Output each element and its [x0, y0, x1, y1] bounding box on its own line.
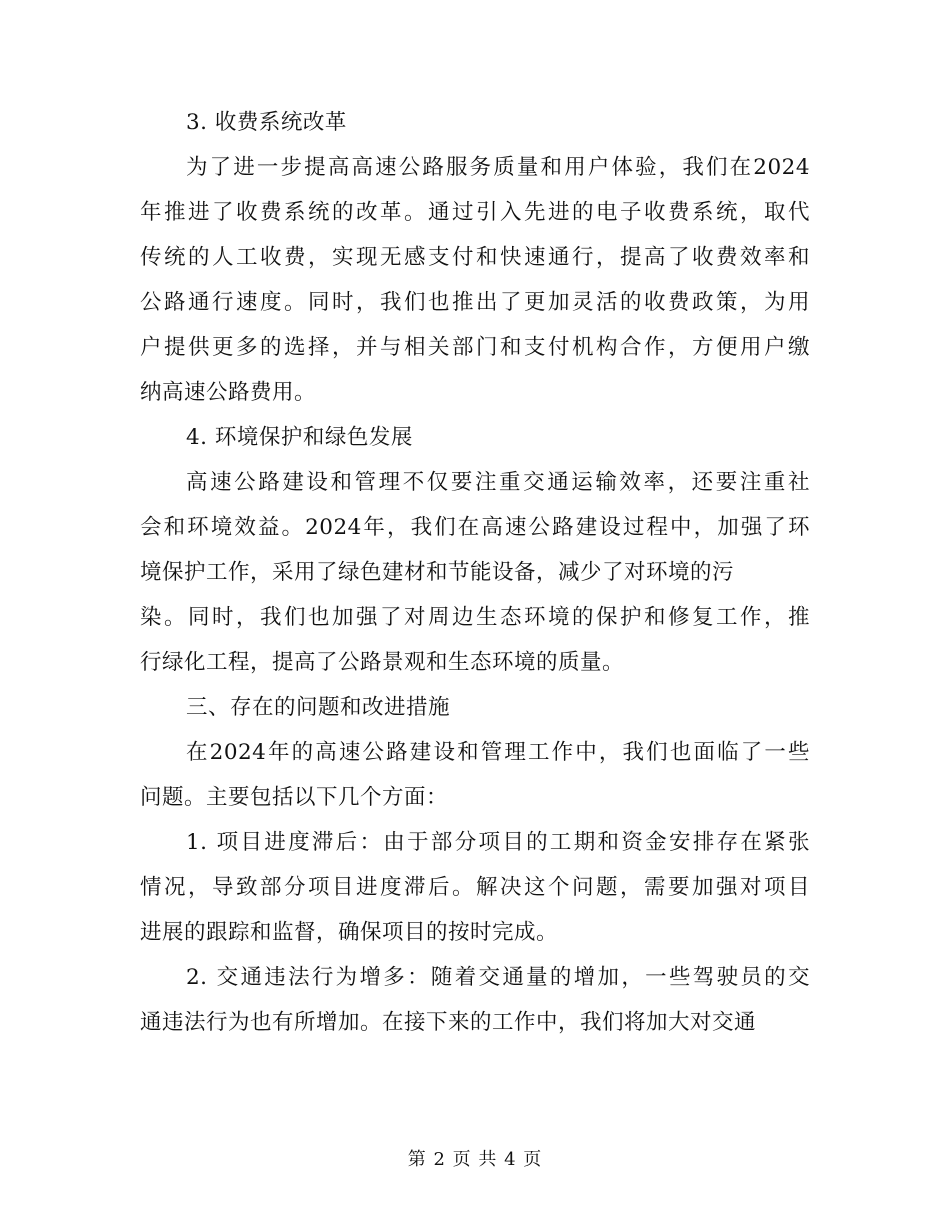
paragraph-line: 情况，导致部分项目进度滞后。解决这个问题，需要加强对项目: [140, 875, 810, 900]
paragraph-line: 在2024年的高速公路建设和管理工作中，我们也面临了一些: [186, 740, 810, 765]
paragraph-line: 行绿化工程，提高了公路景观和生态环境的质量。: [140, 650, 625, 675]
paragraph-line: 会和环境效益。2024年，我们在高速公路建设过程中，加强了环: [140, 515, 810, 540]
list-item-line: 1. 项目进度滞后：由于部分项目的工期和资金安排存在紧张: [186, 830, 810, 855]
paragraph-line: 户提供更多的选择，并与相关部门和支付机构合作，方便用户缴: [140, 335, 810, 360]
section-heading: 4. 环境保护和绿色发展: [186, 425, 413, 450]
paragraph-line: 通违法行为也有所增加。在接下来的工作中，我们将加大对交通: [140, 1010, 757, 1035]
paragraph-line: 公路通行速度。同时，我们也推出了更加灵活的收费政策，为用: [140, 290, 810, 315]
section-heading: 3. 收费系统改革: [186, 110, 347, 135]
paragraph-line: 染。同时，我们也加强了对周边生态环境的保护和修复工作，推: [140, 605, 810, 630]
paragraph-line: 高速公路建设和管理不仅要注重交通运输效率，还要注重社: [186, 470, 810, 495]
paragraph-line: 年推进了收费系统的改革。通过引入先进的电子收费系统，取代: [140, 200, 810, 225]
paragraph-line: 进展的跟踪和监督，确保项目的按时完成。: [140, 920, 559, 945]
paragraph-line: 为了进一步提高高速公路服务质量和用户体验，我们在2024: [186, 155, 810, 180]
page-number-footer: 第 2 页 共 4 页: [407, 1149, 543, 1170]
document-body: [140, 100, 810, 1045]
list-item-line: 2. 交通违法行为增多：随着交通量的增加，一些驾驶员的交: [186, 965, 810, 990]
paragraph-line: 传统的人工收费，实现无感支付和快速通行，提高了收费效率和: [140, 245, 810, 270]
paragraph-line: 境保护工作，采用了绿色建材和节能设备，减少了对环境的污: [140, 560, 735, 585]
paragraph-line: 问题。主要包括以下几个方面：: [140, 785, 449, 810]
section-heading: 三、存在的问题和改进措施: [186, 695, 451, 720]
paragraph-line: 纳高速公路费用。: [140, 380, 317, 405]
